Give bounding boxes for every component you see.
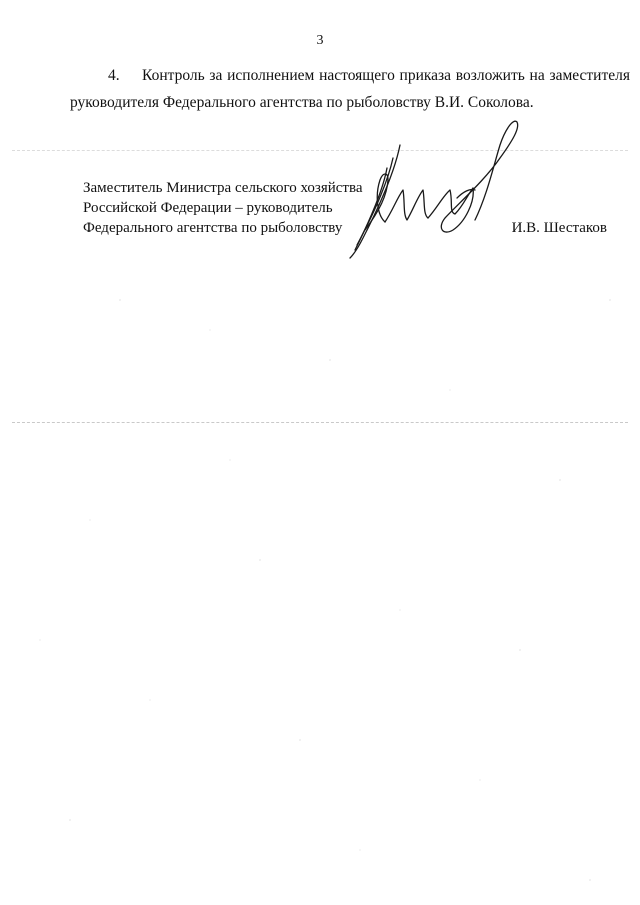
page-number: 3 — [316, 33, 324, 48]
order-paragraph — [70, 62, 630, 116]
paragraph-first-line — [70, 62, 630, 89]
signatory-title-line: Федерального агентства по рыболовству — [83, 220, 343, 236]
signatory-title-line: Российской Федерации – руководитель — [83, 200, 333, 216]
paragraph-text-line2: руководителя Федерального агентства по рыболовству В.И. Соколова. — [70, 94, 534, 111]
paragraph-text-line1: Контроль за исполнением настоящего приказа возложить на заместителя — [142, 67, 630, 84]
scan-artifact-line — [12, 422, 628, 423]
handwritten-signature — [325, 110, 535, 260]
paragraph-number: 4. — [108, 67, 120, 84]
scan-artifact-line — [12, 150, 628, 151]
signatory-title — [83, 178, 363, 238]
signatory-name: И.В. Шестаков — [511, 220, 607, 236]
signatory-title-line: Заместитель Министра сельского хозяйства — [83, 180, 363, 196]
